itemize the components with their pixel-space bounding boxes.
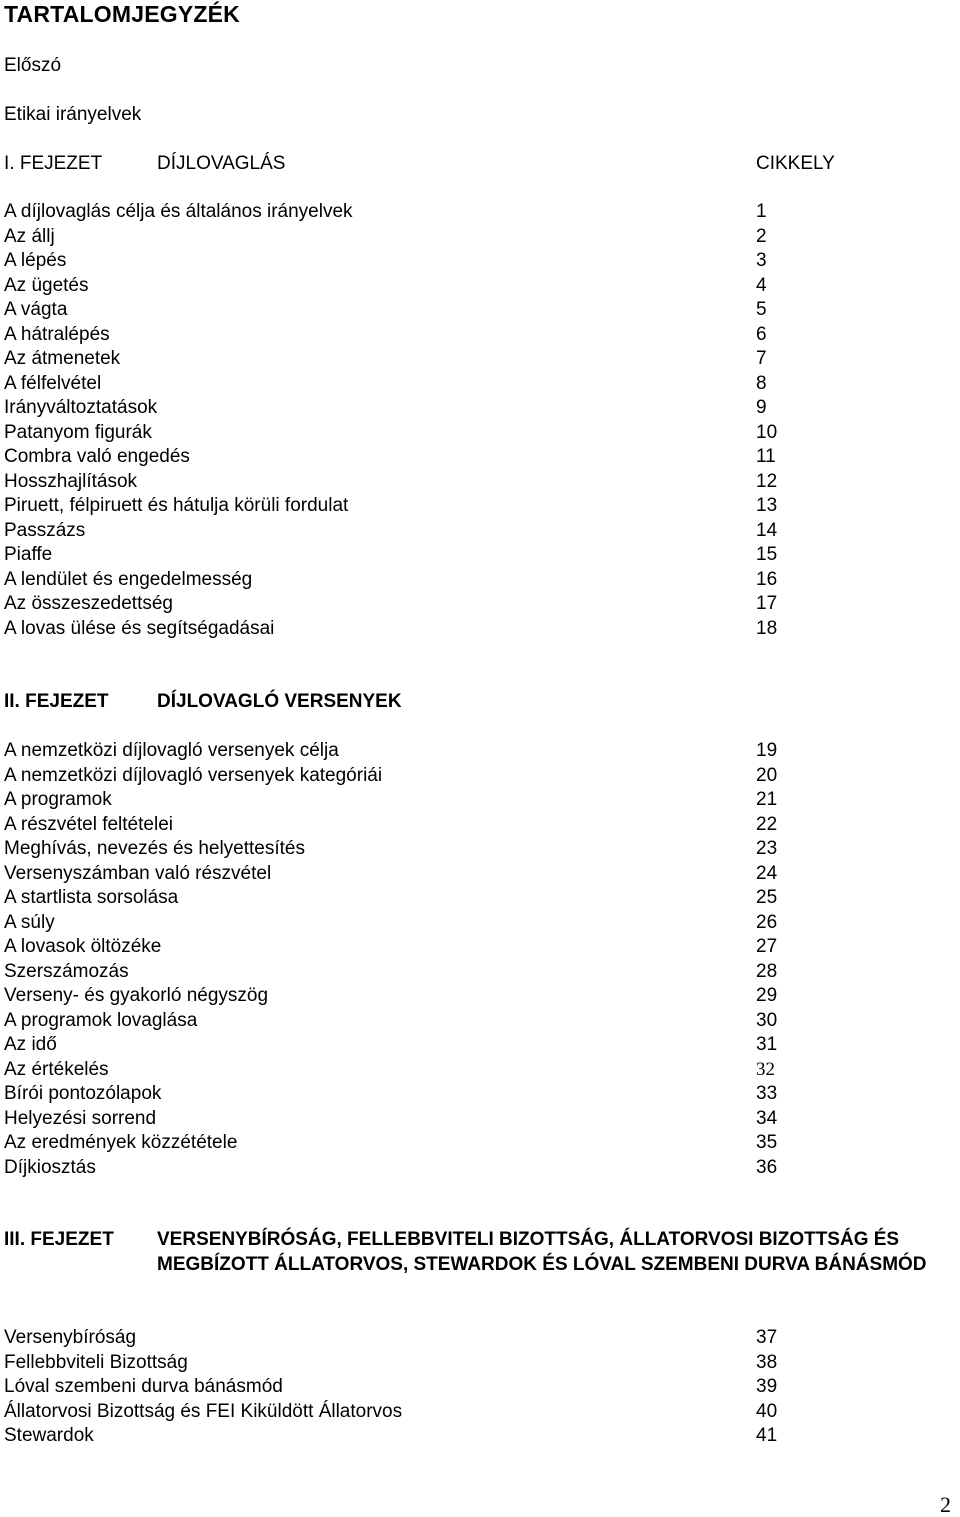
toc-entry [4,1033,804,1058]
toc-entry-article-number: 5 [756,299,767,320]
toc-entry-article-number: 8 [756,372,767,394]
chapter-3-title: VERSENYBÍRÓSÁG, FELLEBBVITELI BIZOTTSÁG, ÁLLATORVOSI BIZOTTSÁG ÉS MEGBÍZOTT ÁLLATORVOS, STEWARDOK ÉS LÓVAL SZEMBENI DURVA BÁNÁSMÓD [157,1229,927,1275]
toc-entry-label: Szerszámozás [4,960,129,982]
toc-entry [4,225,804,250]
toc-entry [4,494,804,519]
toc-entry [4,960,804,985]
toc-entry-label: Fellebbviteli Bizottság [4,1351,188,1373]
toc-entry-article-number: 13 [756,495,778,516]
toc-entry [4,788,804,813]
toc-entry-article-number: 37 [756,1327,778,1348]
toc-front-matter-foreword: Előszó [4,55,62,76]
document-title: TARTALOMJEGYZÉK [4,1,240,27]
toc-entry [4,470,804,495]
toc-entry [4,1400,804,1425]
toc-entry-article-number: 2 [756,225,767,247]
toc-entry [4,617,804,642]
toc-entry-label: A programok [4,789,112,810]
toc-entry-article-number: 1 [756,201,767,222]
toc-entry [4,519,804,544]
toc-entry [4,911,804,936]
toc-entry-article-number: 24 [756,862,778,884]
toc-entry-label: Az értékelés [4,1058,109,1080]
toc-entry [4,323,804,348]
toc-entry-article-number: 4 [756,274,767,296]
toc-entry-label: A díjlovaglás célja és általános irányelvek [4,201,353,222]
toc-entry [4,1107,804,1132]
toc-entry [4,886,804,911]
toc-entry [4,592,804,617]
toc-entry [4,372,804,397]
toc-entry-article-number: 15 [756,544,778,565]
chapter-2-entries [4,739,804,1180]
toc-entry-label: Az átmenetek [4,348,121,369]
toc-entry-article-number: 32 [756,1058,775,1080]
article-column-heading: CIKKELY [756,153,835,174]
toc-entry-label: Patanyom figurák [4,421,152,443]
toc-entry-article-number: 31 [756,1034,778,1055]
toc-entry [4,1156,804,1181]
toc-entry-article-number: 30 [756,1009,778,1031]
toc-entry [4,396,804,421]
toc-entry [4,347,804,372]
toc-entry [4,298,804,323]
toc-entry-article-number: 17 [756,593,778,614]
toc-entry-label: Díjkiosztás [4,1156,96,1178]
toc-entry-article-number: 10 [756,421,778,443]
toc-entry-article-number: 14 [756,519,778,541]
toc-entry [4,274,804,299]
toc-entry-label: Versenyszámban való részvétel [4,862,272,884]
toc-entry-article-number: 29 [756,985,778,1006]
toc-entry [4,837,804,862]
toc-entry [4,1058,804,1083]
toc-entry-article-number: 11 [756,446,776,467]
toc-entry-label: Hosszhajlítások [4,470,138,492]
toc-entry-article-number: 20 [756,764,778,786]
toc-entry-article-number: 18 [756,617,778,639]
toc-entry [4,200,804,225]
toc-entry-label: A startlista sorsolása [4,887,179,908]
toc-entry-article-number: 41 [756,1425,778,1446]
page-number: 2 [940,1492,951,1517]
toc-entry-article-number: 16 [756,568,778,590]
toc-entry-label: Az összeszedettség [4,593,173,614]
toc-entry [4,1351,804,1376]
toc-entry-article-number: 38 [756,1351,778,1373]
toc-entry-article-number: 27 [756,936,778,957]
toc-entry-article-number: 3 [756,250,767,271]
toc-entry [4,1326,804,1351]
toc-entry-article-number: 22 [756,813,778,835]
toc-entry-label: Stewardok [4,1425,94,1446]
toc-entry [4,445,804,470]
toc-entry-label: Lóval szembeni durva bánásmód [4,1376,283,1397]
toc-entry-label: A félfelvétel [4,372,102,394]
toc-entry-label: Combra való engedés [4,446,190,467]
toc-entry-label: A lendület és engedelmesség [4,568,253,590]
toc-entry-label: Meghívás, nevezés és helyettesítés [4,838,305,859]
toc-entry-label: Passzázs [4,519,86,541]
toc-entry [4,1375,804,1400]
toc-entry [4,568,804,593]
toc-entry [4,249,804,274]
toc-entry-article-number: 26 [756,911,778,933]
toc-entry-label: Piruett, félpiruett és hátulja körüli fordulat [4,495,349,516]
toc-entry-label: Az ügetés [4,274,89,296]
chapter-3-entries [4,1326,804,1449]
chapter-3-number: III. FEJEZET [4,1229,114,1250]
toc-entry-label: A nemzetközi díjlovagló versenyek célja [4,740,339,761]
toc-entry-article-number: 25 [756,887,778,908]
toc-entry-label: A vágta [4,299,68,320]
toc-entry-article-number: 12 [756,470,778,492]
toc-entry-label: A programok lovaglása [4,1009,198,1031]
toc-entry-label: A súly [4,911,55,933]
toc-entry-article-number: 33 [756,1083,778,1104]
toc-entry [4,764,804,789]
toc-entry [4,543,804,568]
toc-entry [4,984,804,1009]
toc-entry-label: A hátralépés [4,323,110,345]
toc-entry-article-number: 19 [756,740,778,761]
toc-entry-article-number: 39 [756,1376,778,1397]
toc-entry-label: Helyezési sorrend [4,1107,157,1129]
toc-entry-label: Piaffe [4,544,53,565]
toc-entry-article-number: 34 [756,1107,778,1129]
toc-entry-article-number: 6 [756,323,767,345]
toc-entry-label: Az idő [4,1034,57,1055]
toc-entry-article-number: 9 [756,397,767,418]
toc-entry [4,862,804,887]
toc-entry-label: Versenybíróság [4,1327,137,1348]
toc-entry [4,1082,804,1107]
chapter-1-entries [4,200,804,641]
toc-entry-label: A lovasok öltözéke [4,936,162,957]
toc-entry-label: A lovas ülése és segítségadásai [4,617,275,639]
toc-entry-label: A lépés [4,250,67,271]
toc-entry-article-number: 23 [756,838,778,859]
toc-entry [4,739,804,764]
chapter-1-number: I. FEJEZET [4,153,103,174]
toc-entry-article-number: 35 [756,1132,778,1153]
toc-entry-label: Állatorvosi Bizottság és FEI Kiküldött Állatorvos [4,1400,403,1422]
toc-entry [4,935,804,960]
toc-entry [4,421,804,446]
toc-entry [4,1424,804,1449]
toc-entry-article-number: 36 [756,1156,778,1178]
toc-entry-article-number: 21 [756,789,778,810]
chapter-2-title: DÍJLOVAGLÓ VERSENYEK [157,691,402,712]
chapter-1-title: DÍJLOVAGLÁS [157,153,286,174]
toc-entry [4,1009,804,1034]
toc-entry-label: A részvétel feltételei [4,813,173,835]
toc-entry-label: Bírói pontozólapok [4,1083,162,1104]
toc-entry-article-number: 40 [756,1400,778,1422]
toc-front-matter-ethics: Etikai irányelvek [4,104,142,125]
toc-entry-label: Az állj [4,225,55,247]
toc-entry-article-number: 7 [756,348,767,369]
toc-entry-label: Irányváltoztatások [4,397,158,418]
toc-entry-label: A nemzetközi díjlovagló versenyek kategóriái [4,764,383,786]
toc-entry [4,813,804,838]
toc-entry-label: Verseny- és gyakorló négyszög [4,985,269,1006]
chapter-2-number: II. FEJEZET [4,691,109,712]
toc-entry [4,1131,804,1156]
toc-entry-article-number: 28 [756,960,778,982]
toc-entry-label: Az eredmények közzététele [4,1132,238,1153]
